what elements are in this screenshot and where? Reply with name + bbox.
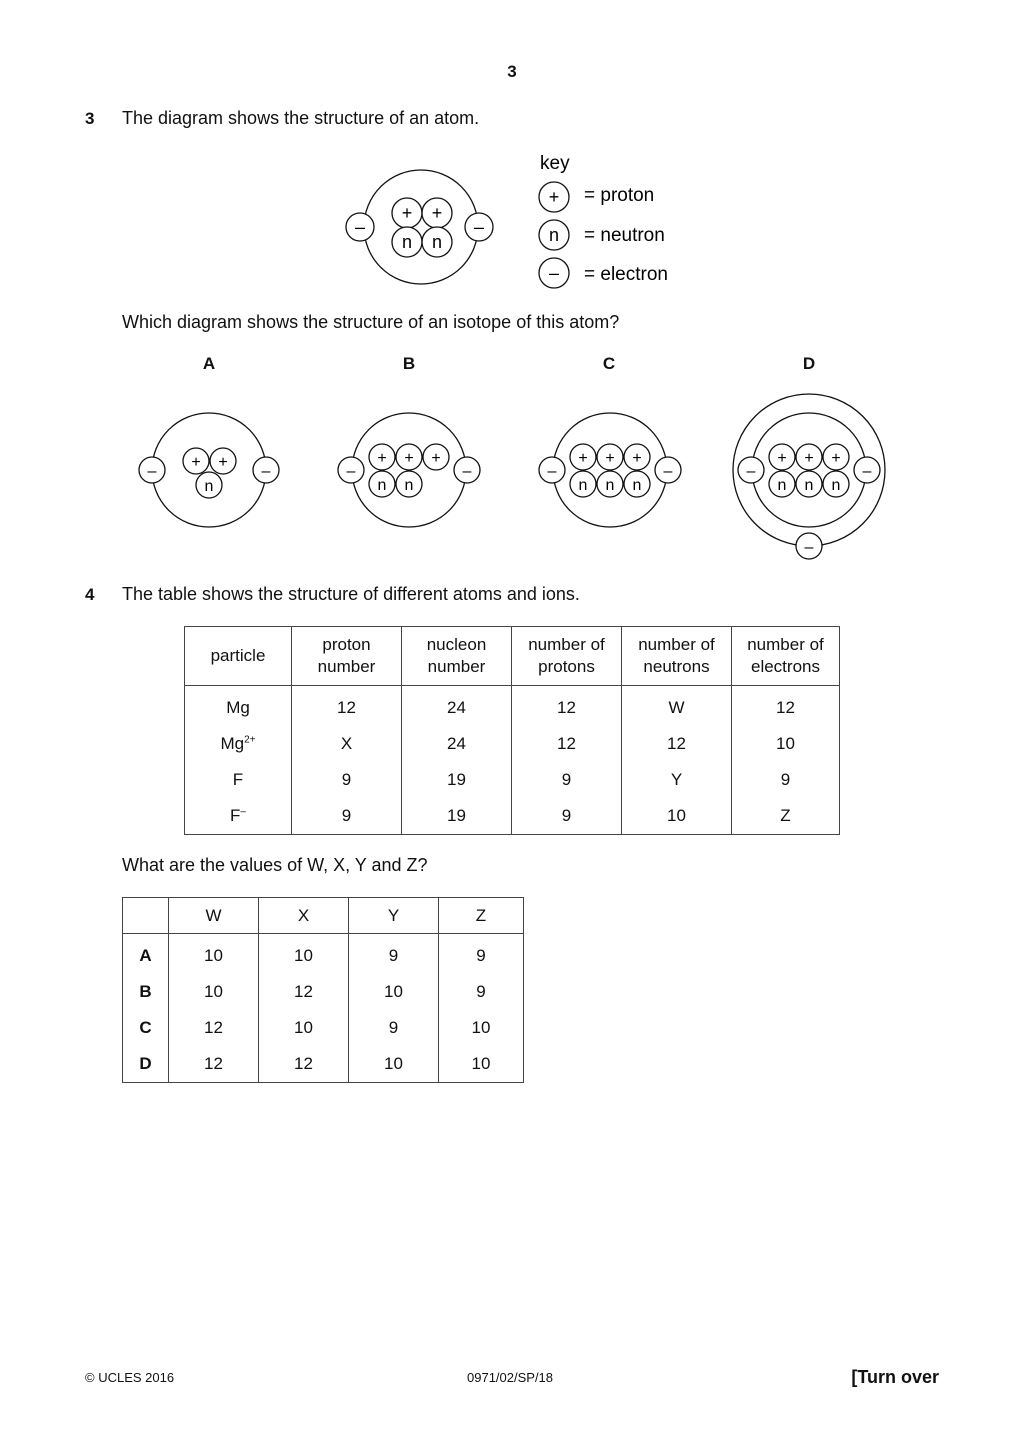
table-cell: 24 xyxy=(402,726,512,762)
proton xyxy=(422,198,452,228)
key-neutron-icon xyxy=(539,220,569,250)
option-label: A xyxy=(123,934,169,975)
table-cell: 12 xyxy=(622,726,732,762)
svg-text:n: n xyxy=(777,477,787,494)
electron xyxy=(338,457,364,483)
svg-text:n: n xyxy=(204,478,214,495)
svg-text:–: – xyxy=(261,463,271,480)
answer-options-table xyxy=(122,897,524,1083)
svg-text:n: n xyxy=(401,232,413,252)
svg-text:–: – xyxy=(473,217,485,237)
footer-code: 0971/02/SP/18 xyxy=(467,1370,554,1385)
table-header-row xyxy=(185,627,840,686)
svg-text:+: + xyxy=(632,450,642,467)
answer-row-d xyxy=(123,1046,524,1083)
neutron xyxy=(597,471,623,497)
table-row xyxy=(185,798,840,835)
proton xyxy=(210,448,236,474)
answer-row-a xyxy=(123,934,524,975)
table-cell: 9 xyxy=(292,762,402,798)
question-4-prompt: What are the values of W, X, Y and Z? xyxy=(122,855,428,875)
svg-text:n: n xyxy=(578,477,588,494)
proton xyxy=(392,198,422,228)
footer-copyright: © UCLES 2016 xyxy=(85,1370,175,1385)
svg-text:n: n xyxy=(632,477,642,494)
table-cell: 9 xyxy=(476,982,486,1001)
header-z: Z xyxy=(439,898,524,934)
option-b-diagram xyxy=(330,405,490,535)
svg-text:–: – xyxy=(548,263,560,283)
svg-text:–: – xyxy=(354,217,366,237)
table-cell: 12 xyxy=(292,686,402,727)
neutron xyxy=(392,227,422,257)
svg-text:+: + xyxy=(431,203,443,223)
svg-text:–: – xyxy=(663,463,673,480)
header-blank xyxy=(123,898,169,934)
table-cell: 10 xyxy=(349,974,439,1010)
svg-text:n: n xyxy=(548,225,560,245)
svg-text:–: – xyxy=(346,463,356,480)
key-electron-label: = electron xyxy=(584,264,668,285)
table-row xyxy=(185,686,840,727)
electron xyxy=(539,457,565,483)
svg-text:–: – xyxy=(147,463,157,480)
proton xyxy=(823,444,849,470)
atom-shell xyxy=(152,413,266,527)
electron xyxy=(346,213,374,241)
svg-text:n: n xyxy=(831,477,841,494)
neutron xyxy=(422,227,452,257)
svg-text:n: n xyxy=(404,477,414,494)
option-a-label: A xyxy=(202,354,216,373)
particle-symbol: Mg xyxy=(220,734,245,753)
key-legend xyxy=(530,148,700,293)
svg-text:–: – xyxy=(547,463,557,480)
ion-charge: – xyxy=(240,806,246,818)
particle-symbol: F xyxy=(230,806,241,825)
table-cell: 10 xyxy=(169,974,259,1010)
table-cell: 10 xyxy=(259,934,349,975)
table-cell: 9 xyxy=(349,1010,439,1046)
answer-row-c xyxy=(123,1010,524,1046)
question-3-prompt: Which diagram shows the structure of an isotope of this atom? xyxy=(122,312,620,332)
header-number-of-neutrons: number of neutrons xyxy=(622,627,732,686)
turn-over: [Turn over xyxy=(851,1367,939,1387)
table-cell: 10 xyxy=(776,734,795,753)
svg-text:+: + xyxy=(605,450,615,467)
question-4-number: 4 xyxy=(85,585,95,604)
neutron xyxy=(570,471,596,497)
table-row xyxy=(185,762,840,798)
table-cell: 9 xyxy=(476,946,486,965)
svg-text:–: – xyxy=(462,463,472,480)
option-label: C xyxy=(123,1010,169,1046)
table-cell: 9 xyxy=(512,798,622,835)
table-cell: 10 xyxy=(349,1046,439,1083)
key-title: key xyxy=(540,153,570,174)
svg-text:n: n xyxy=(804,477,814,494)
table-cell: Z xyxy=(780,806,791,825)
electron xyxy=(796,533,822,559)
particle-cell: Mg xyxy=(185,686,292,727)
table-cell: 19 xyxy=(402,798,512,835)
table-header-row xyxy=(123,898,524,934)
svg-text:+: + xyxy=(404,450,414,467)
header-x: X xyxy=(259,898,349,934)
key-proton-icon xyxy=(539,182,569,212)
electron xyxy=(854,457,880,483)
header-y: Y xyxy=(349,898,439,934)
atom-diagram xyxy=(340,165,500,290)
option-label: B xyxy=(123,974,169,1010)
neutron xyxy=(196,472,222,498)
proton xyxy=(597,444,623,470)
table-cell: 24 xyxy=(402,686,512,727)
atom-shell xyxy=(364,170,478,284)
page-number: 3 xyxy=(507,62,517,81)
table-cell: 12 xyxy=(169,1010,259,1046)
table-row xyxy=(185,726,840,762)
option-d-label: D xyxy=(802,354,816,373)
electron xyxy=(465,213,493,241)
neutron xyxy=(369,471,395,497)
table-cell: X xyxy=(292,726,402,762)
neutron xyxy=(796,471,822,497)
key-neutron-label: = neutron xyxy=(584,225,665,246)
question-4-text: The table shows the structure of different atoms and ions. xyxy=(122,584,580,604)
svg-text:+: + xyxy=(401,203,413,223)
proton xyxy=(396,444,422,470)
table-cell: W xyxy=(622,686,732,727)
table-cell: 10 xyxy=(471,1054,491,1073)
answer-row-b xyxy=(123,974,524,1010)
particle-cell xyxy=(185,798,292,835)
table-cell: 12 xyxy=(259,1046,349,1083)
question-3-number: 3 xyxy=(85,109,95,128)
option-label: D xyxy=(123,1046,169,1083)
neutron xyxy=(624,471,650,497)
key-proton-label: = proton xyxy=(584,185,655,206)
table-cell: 12 xyxy=(512,686,622,727)
svg-text:+: + xyxy=(218,454,228,471)
neutron xyxy=(769,471,795,497)
electron xyxy=(655,457,681,483)
electron xyxy=(139,457,165,483)
svg-text:+: + xyxy=(431,450,441,467)
header-proton-number: proton number xyxy=(292,627,402,686)
neutron xyxy=(396,471,422,497)
option-b-label: B xyxy=(402,354,416,373)
particle-cell: F xyxy=(185,762,292,798)
svg-text:n: n xyxy=(605,477,615,494)
table-cell: 10 xyxy=(259,1010,349,1046)
table-cell: Y xyxy=(622,762,732,798)
proton xyxy=(570,444,596,470)
option-a-diagram xyxy=(130,405,290,535)
table-cell: 12 xyxy=(259,974,349,1010)
table-cell: 10 xyxy=(622,798,732,835)
svg-text:+: + xyxy=(191,454,201,471)
proton xyxy=(369,444,395,470)
particle-cell xyxy=(185,726,292,762)
option-d-diagram xyxy=(730,385,890,565)
svg-text:+: + xyxy=(831,450,841,467)
table-cell: 10 xyxy=(471,1018,491,1037)
option-c-label: C xyxy=(602,354,616,373)
svg-text:–: – xyxy=(804,539,814,556)
atoms-ions-table xyxy=(184,626,840,835)
svg-text:+: + xyxy=(804,450,814,467)
neutron xyxy=(823,471,849,497)
proton xyxy=(423,444,449,470)
question-3-text: The diagram shows the structure of an atom. xyxy=(122,108,480,128)
table-cell: 19 xyxy=(402,762,512,798)
table-cell: 10 xyxy=(169,934,259,975)
header-nucleon-number: nucleon number xyxy=(402,627,512,686)
electron xyxy=(454,457,480,483)
header-particle: particle xyxy=(185,627,292,686)
svg-text:n: n xyxy=(431,232,443,252)
header-w: W xyxy=(169,898,259,934)
table-cell: 9 xyxy=(780,770,791,789)
electron xyxy=(738,457,764,483)
svg-text:n: n xyxy=(377,477,387,494)
electron xyxy=(253,457,279,483)
proton xyxy=(796,444,822,470)
svg-text:+: + xyxy=(548,187,560,207)
proton xyxy=(769,444,795,470)
table-cell: 12 xyxy=(512,726,622,762)
option-c-diagram xyxy=(530,405,690,535)
key-electron-icon xyxy=(539,258,569,288)
svg-text:–: – xyxy=(862,463,872,480)
proton xyxy=(183,448,209,474)
table-cell: 9 xyxy=(292,798,402,835)
proton xyxy=(624,444,650,470)
ion-charge: 2+ xyxy=(244,734,256,746)
table-cell: 9 xyxy=(512,762,622,798)
svg-text:–: – xyxy=(746,463,756,480)
table-cell: 9 xyxy=(349,934,439,975)
svg-text:+: + xyxy=(578,450,588,467)
svg-text:+: + xyxy=(377,450,387,467)
header-number-of-protons: number of protons xyxy=(512,627,622,686)
table-cell: 12 xyxy=(776,698,795,717)
table-cell: 12 xyxy=(169,1046,259,1083)
header-number-of-electrons: number of electrons xyxy=(732,627,840,686)
svg-text:+: + xyxy=(777,450,787,467)
